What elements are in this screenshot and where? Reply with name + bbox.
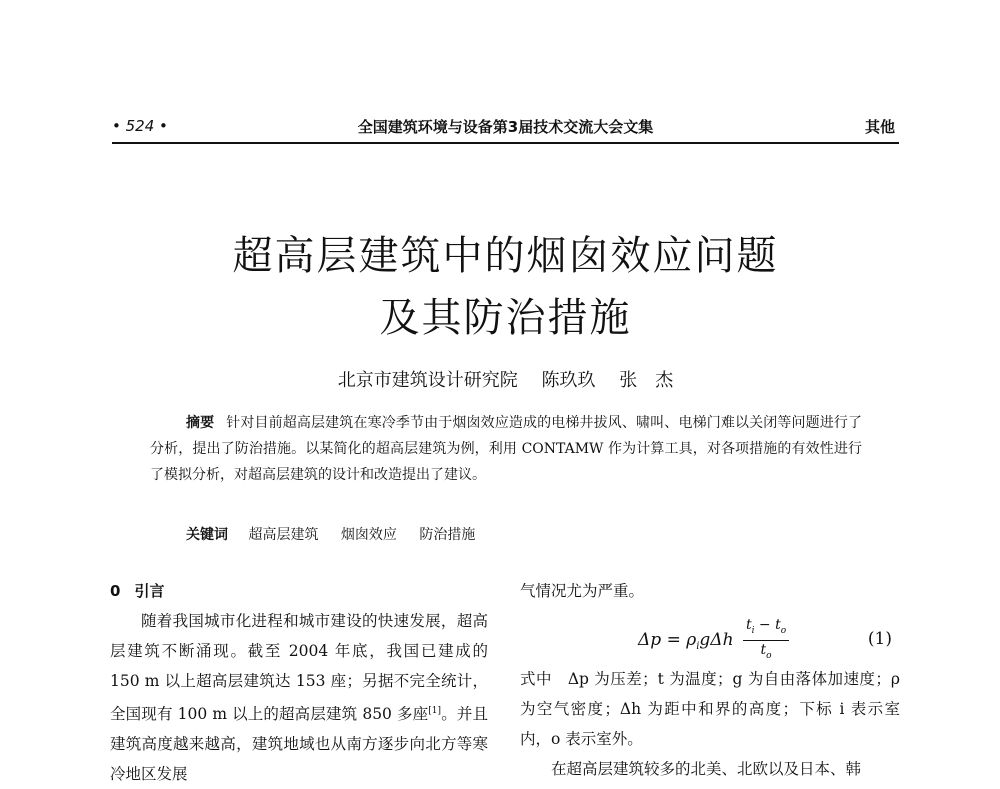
- author-name: 张 杰: [619, 370, 674, 391]
- keywords: [186, 524, 493, 544]
- paper-title-line1: 超高层建筑中的烟囱效应问题: [232, 233, 779, 279]
- section-number: 0: [110, 582, 121, 600]
- abstract: [150, 410, 862, 488]
- body-paragraph: 随着我国城市化进程和城市建设的快速发展，超高层建筑不断涌现。截至 2004 年底，我国已建成的 150 m 以上超高层建筑达 153 座；另据不完全统计，全国现有 100 m 以上的超高层建筑 850 多座[1]。并且建筑高度越来越高，建筑地域也从南方逐步向北方等寒冷地区发展: [110, 612, 488, 784]
- author-line: [112, 366, 899, 392]
- section-heading: [110, 576, 488, 606]
- equation-fraction: $\frac{t_i - t_o}{t_o}$: [743, 616, 789, 665]
- abstract-text: 针对目前超高层建筑在寒冷季节由于烟囱效应造成的电梯井拔风、啸叫、电梯门难以关闭等问题进行了分析，提出了防治措施。以某简化的超高层建筑为例，利用 CONTAMW 作为计算工具，对各项措施的有效性进行了模拟分析，对超高层建筑的设计和改造提出了建议。: [150, 415, 863, 483]
- keywords-label: 关键词: [186, 527, 228, 543]
- equation-explanation: 式中 Δp 为压差；t 为温度；g 为自由落体加速度；ρ 为空气密度；Δh 为距中和界的高度；下标 i 表示室内，o 表示室外。: [520, 670, 900, 748]
- page-number: • 524 •: [112, 117, 168, 135]
- body-paragraph: 在超高层建筑较多的北美、北欧以及日本、韩: [551, 760, 862, 778]
- body-line: 气情况尤为严重。: [520, 582, 645, 600]
- keyword: 防治措施: [419, 527, 476, 543]
- abstract-label: 摘要: [186, 415, 215, 431]
- keyword: 超高层建筑: [248, 527, 319, 543]
- journal-title: 全国建筑环境与设备第3届技术交流大会文集: [357, 118, 654, 136]
- equation-number: (1): [867, 629, 892, 649]
- equation: $\Delta p = \rho_ig\Delta h$ $\frac{t_i - t_o}{t_o}$ (1): [520, 606, 900, 664]
- citation: [1]: [428, 706, 442, 716]
- section-title: 引言: [134, 582, 165, 600]
- author-name: 陈玖玖: [541, 370, 596, 391]
- keyword: 烟囱效应: [340, 527, 397, 543]
- right-column: [520, 576, 900, 784]
- left-column: [110, 576, 488, 789]
- affiliation: 北京市建筑设计研究院: [337, 370, 518, 391]
- section-label: 其他: [864, 118, 895, 136]
- equation-lhs: Δp = ρ: [638, 629, 697, 650]
- paper-title-line2: 及其防治措施: [379, 295, 632, 341]
- running-header: [112, 112, 899, 144]
- equation-mid: gΔh: [699, 629, 734, 650]
